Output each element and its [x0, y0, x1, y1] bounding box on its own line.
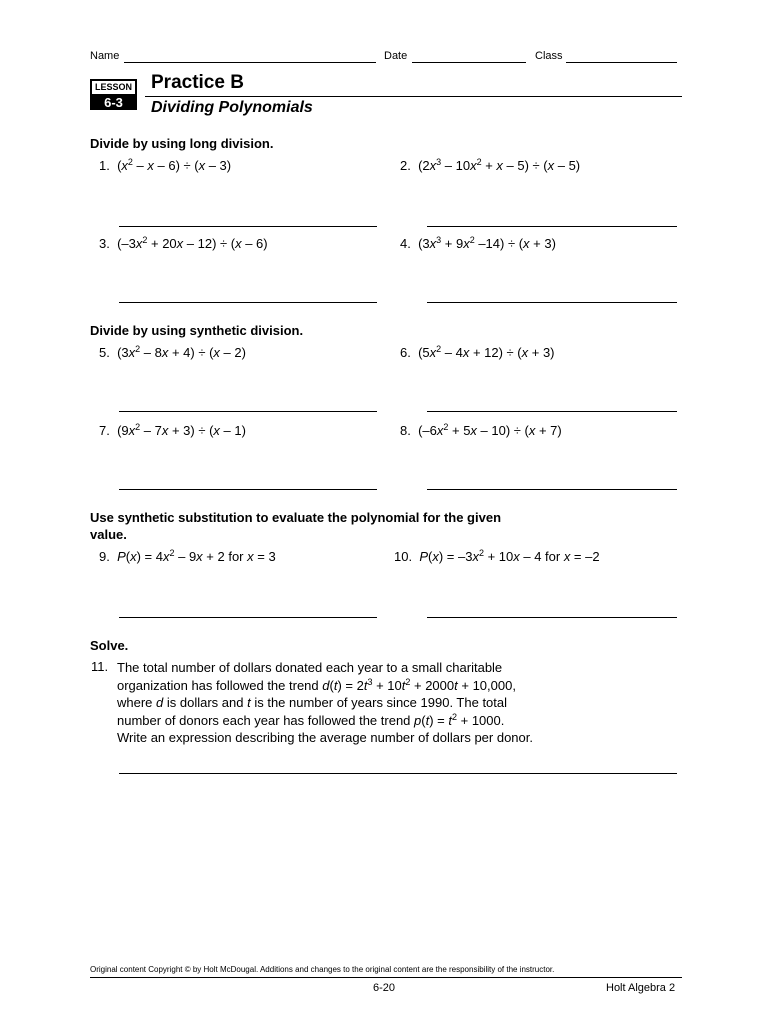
problem-8: 8. $(-6x^2 + 5x - 10) \div (x + 7)$ [400, 422, 562, 438]
problem-number: 9. [99, 549, 110, 564]
answer-line-11[interactable] [119, 773, 677, 774]
lesson-label: LESSON [92, 81, 135, 94]
problem-number: 6. [400, 345, 411, 360]
problem-number: 1. [99, 158, 110, 173]
date-label: Date [384, 50, 408, 62]
lesson-number: 6-3 [104, 95, 123, 110]
problem-4: 4. ($3x^3 + 9x^2$ –14) ÷ (x + 3) [400, 235, 556, 251]
class-label: Class [535, 50, 563, 62]
answer-line-8[interactable] [427, 489, 677, 490]
problem-number: 3. [99, 236, 110, 251]
section-heading-synthetic-substitution: Use synthetic substitution to evaluate the polynomial for the given [90, 510, 502, 525]
date-field[interactable] [412, 62, 526, 63]
problem-7: 7. $(9x^2 - 7x + 3) \div (x - 1)$ [99, 422, 246, 438]
problem-9: 9. $P(x) = 4x^2 - 9x + 2$ for x = 3 [99, 548, 276, 564]
problem-number: 4. [400, 236, 411, 251]
lesson-badge [90, 79, 137, 110]
copyright-note: Original content Copyright © by Holt McDougal. Additions and changes to the original content are the responsibility of the instructor. [90, 965, 555, 974]
section-heading-synthetic-division: Divide by using synthetic division. [90, 323, 304, 338]
answer-line-3[interactable] [119, 302, 377, 303]
section-heading-solve: Solve. [90, 638, 129, 653]
problem-number: 5. [99, 345, 110, 360]
section-heading-long-division: Divide by using long division. [90, 136, 274, 151]
section-heading-synthetic-substitution-cont: value. [90, 527, 127, 542]
problem-number: 10. [394, 549, 413, 564]
problem-number: 8. [400, 423, 411, 438]
class-field[interactable] [566, 62, 677, 63]
problem-6: 6. $(5x^2 - 4x + 12) \div (x + 3)$ [400, 344, 555, 360]
title-rule [145, 96, 682, 97]
problem-11: The total number of dollars donated each year to a small charitable organization has followed the trend $d(t) = 2t^3 + 10t^2 + 2000t + 10,000$, where d is dollars and t is the number of years since 1990. The total number of donors each year has followed the trend $p(t) = t^2 + 1000$. Write an expression describing the average number of dollars per donor. [117, 660, 533, 745]
problem-5: 5. $(3x^2 - 8x + 4) \div (x - 2)$ [99, 344, 246, 360]
book-title: Holt Algebra 2 [606, 982, 676, 994]
problem-11-number: 11. [91, 659, 109, 674]
problem-1: 1. $(x^2 - x - 6) \div (x - 3)$ [99, 157, 232, 173]
problem-2: 2. $(2x^3 - 10x^2 + x - 5) \div (x - 5)$ [400, 157, 581, 173]
answer-line-1[interactable] [119, 226, 377, 227]
page-number: 6-20 [373, 982, 396, 994]
answer-line-2[interactable] [427, 226, 677, 227]
page-title: Practice B [151, 72, 244, 93]
problem-3: 3. $(-3x^2 + 20x - 12) \div (x - 6)$ [99, 235, 268, 251]
answer-line-7[interactable] [119, 489, 377, 490]
name-field[interactable] [124, 62, 376, 63]
answer-line-9[interactable] [119, 617, 377, 618]
problem-10: 10. $P(x) = -3x^2 + 10x - 4$ for x = –2 [394, 548, 600, 564]
page-subtitle: Dividing Polynomials [151, 99, 313, 116]
footer-rule [90, 977, 682, 978]
answer-line-5[interactable] [119, 411, 377, 412]
problem-number: 7. [99, 423, 110, 438]
name-label: Name [90, 50, 120, 62]
problem-number: 2. [400, 158, 411, 173]
answer-line-4[interactable] [427, 302, 677, 303]
answer-line-6[interactable] [427, 411, 677, 412]
answer-line-10[interactable] [427, 617, 677, 618]
